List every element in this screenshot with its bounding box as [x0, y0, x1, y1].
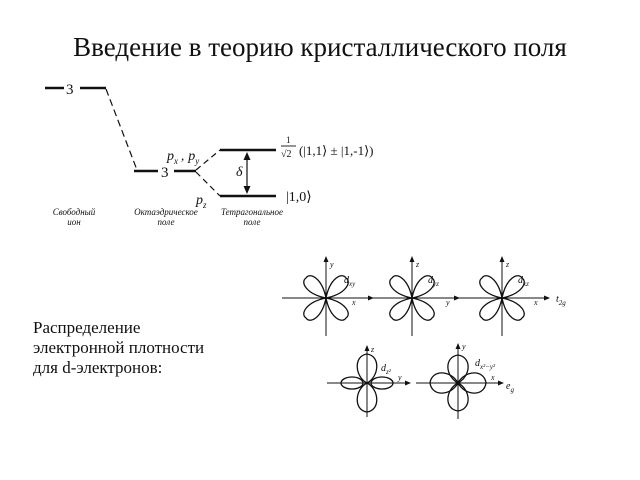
upper-state-frac-den: √2: [281, 149, 292, 160]
orbital-dxy: [282, 256, 374, 336]
dx2y2-label: $d_{x^2-y^2}$: [475, 358, 496, 371]
connector-octa-to-upper: [196, 150, 220, 170]
dyz-vaxis: z: [416, 260, 420, 269]
dxz-vaxis: z: [506, 260, 510, 269]
dyz-label: $d_{yz}$: [428, 275, 439, 288]
splitting-arrow-head-up: [244, 152, 251, 160]
splitting-arrow-head-down: [244, 186, 251, 194]
dxy-vaxis: y: [330, 260, 334, 269]
column-free-ion-line1: Свободный: [52, 207, 96, 217]
slide-title: Введение в теорию кристаллического поля: [73, 32, 567, 62]
caption-line-3: для d-электронов:: [33, 358, 163, 377]
pz-label: $p_z$: [196, 193, 207, 210]
lower-state-ket: |1,0⟩: [286, 190, 312, 205]
orbital-dyz: [368, 256, 460, 336]
column-tetragonal-line2: поле: [243, 217, 261, 227]
dz2-label: $d_{z^2}$: [381, 363, 391, 376]
dz2-haxis: y: [398, 373, 402, 382]
px-py-label: $p_x$ , $p_y$: [167, 148, 200, 166]
dxz-label: $d_{xz}$: [518, 275, 529, 288]
dxy-haxis: x: [352, 298, 356, 307]
dx2y2-vaxis: y: [462, 342, 466, 351]
caption-line-1: Распределение: [33, 318, 141, 337]
delta-symbol: δ: [236, 165, 243, 180]
caption-line-2: электронной плотности: [33, 338, 205, 357]
dx2y2-haxis: x: [491, 373, 495, 382]
dxz-haxis: x: [534, 298, 538, 307]
energy-level-labels: [53, 82, 374, 227]
column-octahedral-line1: Октаэдрическое: [134, 207, 198, 217]
dz2-vaxis: z: [371, 345, 375, 354]
electron-density-caption: [33, 318, 248, 378]
connector-free-to-octa: [106, 89, 137, 170]
octahedral-level-number: 3: [161, 165, 169, 181]
dxy-label: $d_{xy}$: [344, 275, 356, 288]
column-octahedral-line2: поле: [157, 217, 175, 227]
column-tetragonal-line1: Тетрагональное: [220, 207, 284, 217]
column-free-ion-line2: ион: [67, 217, 81, 227]
upper-state-ket: (|1,1⟩ ± |1,-1⟩): [299, 143, 374, 158]
dyz-haxis: y: [446, 298, 450, 307]
eg-label: $e_g$: [506, 381, 514, 394]
upper-state-frac-num: 1: [286, 135, 291, 145]
orbital-dxz: [458, 256, 550, 336]
t2g-label: $t_{2g}$: [556, 294, 566, 307]
free-ion-level-number: 3: [66, 82, 74, 98]
